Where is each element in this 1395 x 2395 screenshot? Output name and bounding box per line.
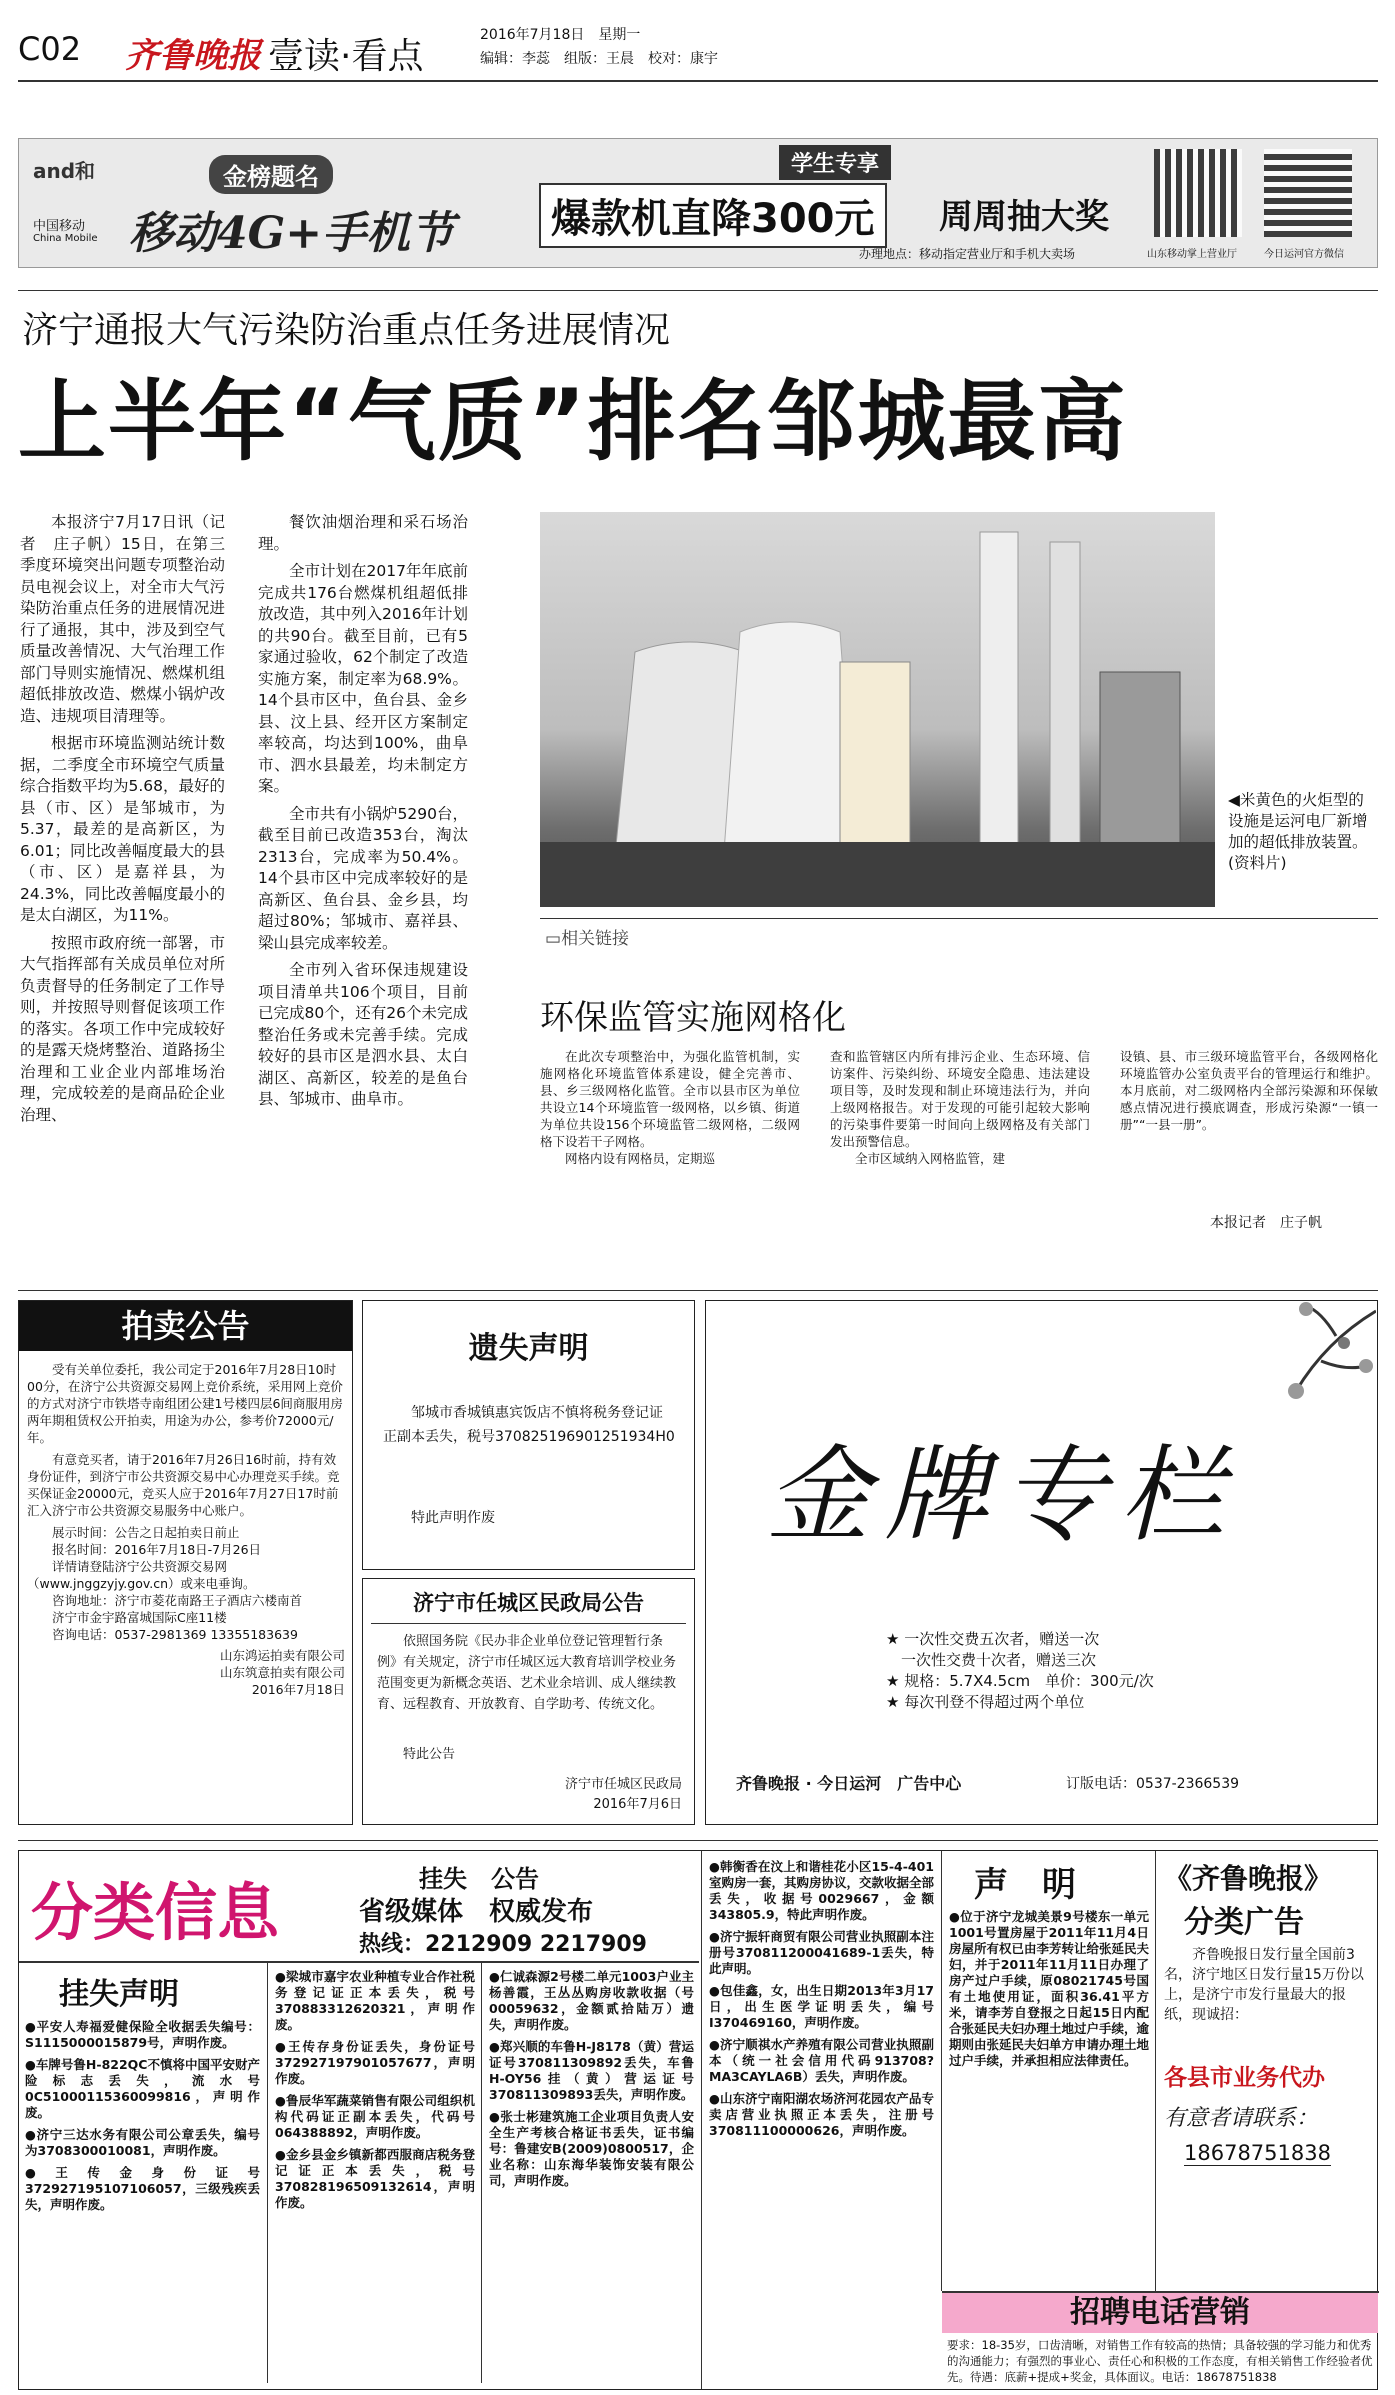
paper-logo: 齐鲁晚报 [125, 36, 261, 76]
plant-illustration [540, 512, 1215, 907]
sub-col-3 [1120, 1048, 1378, 1133]
qr1-caption: 山东移动掌上营业厅 [1147, 249, 1237, 260]
qr-code-icon[interactable] [1154, 149, 1242, 237]
civil-body: 依照国务院《民办非企业单位登记管理暂行条例》有关规定，济宁市任城区远大教育培训学校业务范围变更为新概念英语、艺术业余培训、成人继续教育、远程教育、开放教育、自学助考、传统文化。 [377, 1634, 677, 1712]
paragraph: 全市共有小锅炉5290台，截至目前已改造353台，淘汰2313台，完成率为50.4%。14个县市区中完成率较好的是高新区、鱼台县、金乡县，均超过80%；邹城市、嘉祥县、梁山县完成率较差。 [258, 804, 468, 952]
gold-phone: 订版电话：0537-2366539 [1066, 1776, 1240, 1792]
article-col-1 [20, 512, 225, 1132]
ad-title: 《齐鲁晚报》 [1164, 1862, 1333, 1895]
ad-contact: 有意者请联系： [1164, 2106, 1319, 2131]
sub-col-2 [830, 1048, 1090, 1167]
statement-title: 声 明 [974, 1865, 1076, 1905]
auction-notice [18, 1300, 353, 1825]
paragraph: 餐饮油烟治理和采石场治理。 [258, 513, 468, 553]
ad-body: 齐鲁晚报日发行量全国前3名，济宁地区日发行量15万份以上，是济宁市发行量最大的报纸，现诚招： [1164, 1947, 1364, 2023]
article-kicker: 济宁通报大气污染防治重点任务进展情况 [22, 310, 671, 351]
classified-section [18, 1850, 1378, 2390]
page-header [0, 20, 1395, 80]
article-col-2 [258, 512, 468, 1117]
power-plant-photo [540, 512, 1215, 907]
article-headline: 上半年“气质”排名邹城最高 [18, 370, 1128, 473]
ad-slogan: 移动4G+手机节 [129, 208, 455, 259]
paragraph: 根据市环境监测站统计数据，二季度全市环境空气质量综合指数平均为5.68，最好的县（市、区）是邹城市，为5.37，最差的是高新区，为6.01；同比改善幅度最大的县（市、区）是嘉祥县，为24.3%，同比改善幅度最小的是太白湖区，为11%。 [20, 734, 226, 924]
statement-body [949, 1909, 1149, 2069]
gold-item: ★ 规格：5.7X4.5cm 单价：300元/次 [886, 1672, 1154, 1690]
related-link-label [545, 924, 629, 949]
civil-affairs-notice [362, 1578, 695, 1825]
auction-title: 拍卖公告 [19, 1301, 352, 1351]
paragraph: 网格内设有网格员，定期巡 [565, 1151, 716, 1166]
issue-date: 2016年7月18日 星期一 [480, 27, 641, 43]
paragraph: 按照市政府统一部署，市大气指挥部有关成员单位对所负责督导的任务制定了工作导则，并按照导则督促该项工作的落实。各项工作中完成较好的是露天烧烤整治、道路扬尘治理和工业企业内部堆场治理，完成较差的是商品砼企业治理、 [20, 933, 225, 1124]
gold-item: ★ 每次刊登不得超过两个单位 [886, 1693, 1085, 1711]
classified-item: ●韩衡香在汶上和谐桂花小区15-4-401室购房一套，其购房协议，交款收据全部丢失，收据号0029667，金额343805.9，特此声明作废。 [709, 1859, 935, 1922]
classified-hotline: 热线：2212909 2217909 [359, 1932, 647, 1957]
classified-item: ●平安人寿福爱健保险全收据丢失编号：S1115000015879号，声明作废。 [25, 2019, 260, 2050]
gold-footer: 齐鲁晚报 · 今日运河 广告中心 [736, 1774, 962, 1793]
photo-caption: ◀米黄色的火炬型的设施是运河电厂新增加的超低排放装置。(资料片) [1228, 791, 1368, 872]
classified-title: 分类信息 [31, 1876, 280, 1949]
classified-col-1 [25, 2019, 260, 2213]
classified-col-3 [489, 1969, 694, 2189]
page-code: C02 [18, 30, 82, 68]
paragraph: 咨询电话：0537-2981369 13355183639 [52, 1627, 298, 1642]
related-label-text: 相关链接 [561, 929, 630, 949]
qr2-caption: 今日运河官方微信 [1264, 249, 1344, 260]
civil-end: 特此公告 [403, 1747, 456, 1762]
classified-item: ●郑兴顺的车鲁H-J8178（黄）营运证号370811309892丢失，车鲁H-OY56挂（黄）营运证号370811309893丢失，声明作废。 [489, 2039, 694, 2102]
signature: 山东筑意拍卖有限公司 [219, 1665, 345, 1680]
paragraph: 设镇、县、市三级环境监管平台，各级网格化环境监管办公室负责平台的管理运行和维护。本月底前，对二级网格内全部污染源和环保敏感点情况进行摸底调查，形成污染源“一镇一册”“一县一册”。 [1120, 1049, 1378, 1132]
and-logo-icon: and和 [33, 159, 96, 183]
recruit-title: 招聘电话营销 [942, 2293, 1378, 2333]
classified-lost-title: 挂失声明 [59, 1977, 179, 2012]
sub-headline: 环保监管实施网格化 [540, 998, 846, 1038]
china-mobile-logo: 中国移动 [33, 219, 86, 234]
paragraph: 全市区域纳入网格监管，建 [855, 1151, 1006, 1166]
signature: 山东鸿运拍卖有限公司 [219, 1648, 345, 1663]
recruit-body: 要求：18-35岁，口齿清晰，对销售工作有较高的热情；具备较强的学习能力和优秀的沟通能力；有强烈的事业心、责任心和积极的工作态度，有相关销售工作经验者优先。待遇：底薪+提成+奖金，具体面议。电话：18678751838 [947, 2338, 1373, 2384]
promo-text-2: 周周抽大奖 [939, 197, 1109, 237]
classified-item: ●鲁辰华军蔬菜销售有限公司组织机构代码证正副本丢失，代码号064388892，声明作废。 [275, 2093, 475, 2140]
classified-item: ●仁诚森源2号楼二单元1003户业主杨善霞，王丛丛购房收款收据（号00059632，金额贰拾陆万）遗失，声明作废。 [489, 1969, 694, 2032]
paragraph: 济宁市金宇路富城国际C座11楼 [52, 1610, 227, 1625]
ad-agent: 各县市业务代办 [1164, 2065, 1325, 2091]
gold-calligraphy: 金牌专栏 [766, 1434, 1239, 1556]
classified-item: ●车牌号鲁H-822QC不慎将中国平安财产险标志丢失，流水号0C51000115360099816，声明作废。 [25, 2057, 260, 2120]
auction-body [27, 1361, 345, 1698]
lost-end: 特此声明作废 [411, 1510, 495, 1526]
plum-blossom-icon [1226, 1301, 1376, 1451]
classified-col-4 [709, 1859, 934, 2139]
gold-item: ★ 一次性交费五次者，赠送一次 [886, 1630, 1100, 1648]
classified-item: ●山东济宁南阳湖农场济河花园农产品专卖店营业执照正本丢失，注册号370811100000626，声明作废。 [709, 2091, 934, 2138]
civil-sign: 济宁市任城区民政局 [564, 1777, 682, 1792]
paragraph: 全市列入省环保违规建设项目清单共106个项目，目前已完成80个，还有26个未完成整治任务或未完善手续。完成较好的县市区是泗水县、太白湖区、高新区，较差的是鱼台县、邹城市、曲阜市。 [258, 961, 468, 1108]
promo-tag: 学生专享 [779, 145, 891, 180]
lost-notice [362, 1300, 695, 1570]
lost-title: 遗失声明 [468, 1331, 589, 1366]
paragraph: 咨询地址：济宁市菱花南路王子酒店六楼南首 [52, 1593, 303, 1608]
staff-credits: 编辑：李蕊 组版：王晨 校对：康宇 [480, 51, 718, 67]
byline: 本报记者 庄子帆 [1210, 1215, 1322, 1231]
promo-location: 办理地点：移动指定营业厅和手机大卖场 [859, 247, 1076, 261]
gold-items [886, 1629, 1154, 1713]
paragraph: 有意竞买者，请于2016年7月26日16时前，持有效身份证件，到济宁市公共资源交易中心办理竞买手续。竞买保证金20000元，竞买人应于2016年7月27日17时前汇入济宁市公共资源交易服务中心账户。 [27, 1452, 340, 1518]
ad-subtitle: 分类广告 [1184, 1905, 1304, 1940]
classified-tag1: 挂失 公告 [419, 1865, 539, 1893]
promo-text: 爆款机直降300元 [539, 183, 887, 248]
qr-code-icon[interactable] [1264, 149, 1352, 237]
classified-col-2 [275, 1969, 475, 2211]
paragraph: 受有关单位委托，我公司定于2016年7月28日10时00分，在济宁公共资源交易网上竞价系统，采用网上竞价的方式对济宁市铁塔寺南组团公建1号楼四层6间商服用房两年期租赁权公开拍卖，用途为办公，参考价72000元/年。 [27, 1362, 343, 1445]
classified-item: ●张士彬建筑施工企业项目负责人安全生产考核合格证书丢失，证书编号：鲁建安B(2009)0800517，企业名称：山东海华装饰安装有限公司，声明作废。 [489, 2109, 694, 2188]
civil-date: 2016年7月6日 [593, 1797, 682, 1812]
document-icon: ▭ [545, 929, 562, 949]
gold-item: 一次性交费十次者，赠送三次 [886, 1651, 1097, 1669]
classified-item: ●金乡县金乡镇新都西服商店税务登记证正本丢失，税号370828196509132614，声明作废。 [275, 2147, 475, 2210]
paragraph: 报名时间：2016年7月18日-7月26日 [52, 1542, 262, 1557]
classified-item: ●济宁三达水务有限公司公章丢失，编号为3708300010081，声明作废。 [25, 2127, 260, 2158]
classified-item: ●济宁振轩商贸有限公司营业执照副本注册号370811200041689-1丢失，特此声明。 [709, 1929, 934, 1976]
civil-title: 济宁市任城区民政局公告 [413, 1591, 644, 1615]
paragraph: 详情请登陆济宁公共资源交易网（www.jnggzyjy.gov.cn）或来电垂询。 [27, 1559, 256, 1591]
lost-body: 邹城市香城镇惠宾饭店不慎将税务登记证正副本丢失，税号370825196901251934H0 [383, 1405, 675, 1445]
ad-tag: 金榜题名 [209, 155, 333, 194]
classified-item: ●王传存身份证丢失，身份证号372927197901057677，声明作废。 [275, 2039, 475, 2086]
statement-text: ●位于济宁龙城美景9号楼东一单元1001号置房屋于2011年11月4日房屋所有权已由李芳转让给张延民夫妇，并于2011年11月11日办理了房产过户手续，原08021745号国有土地使用证，面积36.41平方米，请李芳自登报之日起15日内配合张延民夫妇办理土地过户手续，逾期则由张延民夫妇单方申请办理土地过户手续，并承担相应法律责任。 [949, 1909, 1150, 2068]
classified-item: ●济宁顺祺水产养殖有限公司营业执照副本（统一社会信用代码913708?MA3CAYLA6B）丢失，声明作废。 [709, 2037, 934, 2084]
gold-column-ad [705, 1300, 1378, 1825]
signature-date: 2016年7月18日 [251, 1682, 345, 1697]
china-mobile-en: China Mobile [33, 233, 98, 244]
banner-ad [18, 138, 1378, 268]
classified-tag2: 省级媒体 权威发布 [359, 1897, 594, 1927]
paragraph: 本报济宁7月17日讯（记者 庄子帆）15日，在第三季度环境突出问题专项整治动员电视会议上，对全市大气污染防治重点任务的进展情况进行了通报，其中，涉及到空气质量改善情况、大气治理工作部门导则实施情况、燃煤机组超低排放改造、燃煤小锅炉改造、违规项目清理等。 [20, 513, 225, 725]
classified-item: ●王传金身份证号372927195107106057，三级残疾丢失，声明作废。 [25, 2165, 260, 2212]
sub-col-1 [540, 1048, 800, 1167]
paragraph: 查和监管辖区内所有排污企业、生态环境、信访案件、污染纠纷、环境安全隐患、违法建设项目等，及时发现和制止环境违法行为，并向上级网格报告。对于发现的可能引起较大影响的污染事件要第一时间向上级网格及有关部门发出预警信息。 [830, 1049, 1090, 1149]
paragraph: 在此次专项整治中，为强化监管机制，实施网格化环境监管体系建设，健全完善市、县、乡三级网格化监管。全市以县市区为单位共设立14个环境监管一级网格，以乡镇、街道为单位共设156个环境监管二级网格，二级网格下设若干子网格。 [540, 1049, 800, 1149]
section-name: 壹读·看点 [268, 36, 424, 77]
ad-phone[interactable]: 18678751838 [1184, 2141, 1331, 2165]
classified-item: ●梁城市嘉宇农业种植专业合作社税务登记证正本丢失，税号370883312620321，声明作废。 [275, 1969, 475, 2032]
paragraph: 全市计划在2017年年底前完成共176台燃煤机组超低排放改造，其中列入2016年计划的共90台。截至目前，已有5家通过验收，62个制定了改造实施方案，制定率为68.9%。14个县市区中，鱼台县、金乡县、汶上县、经开区方案制定率较高，均达到100%，曲阜市、泗水县最差，均未制定方案。 [258, 562, 468, 795]
paragraph: 展示时间：公告之日起拍卖日前止 [52, 1525, 240, 1540]
classified-item: ●包佳鑫，女，出生日期2013年3月17日，出生医学证明丢失，编号I370469160，声明作废。 [709, 1983, 934, 2030]
